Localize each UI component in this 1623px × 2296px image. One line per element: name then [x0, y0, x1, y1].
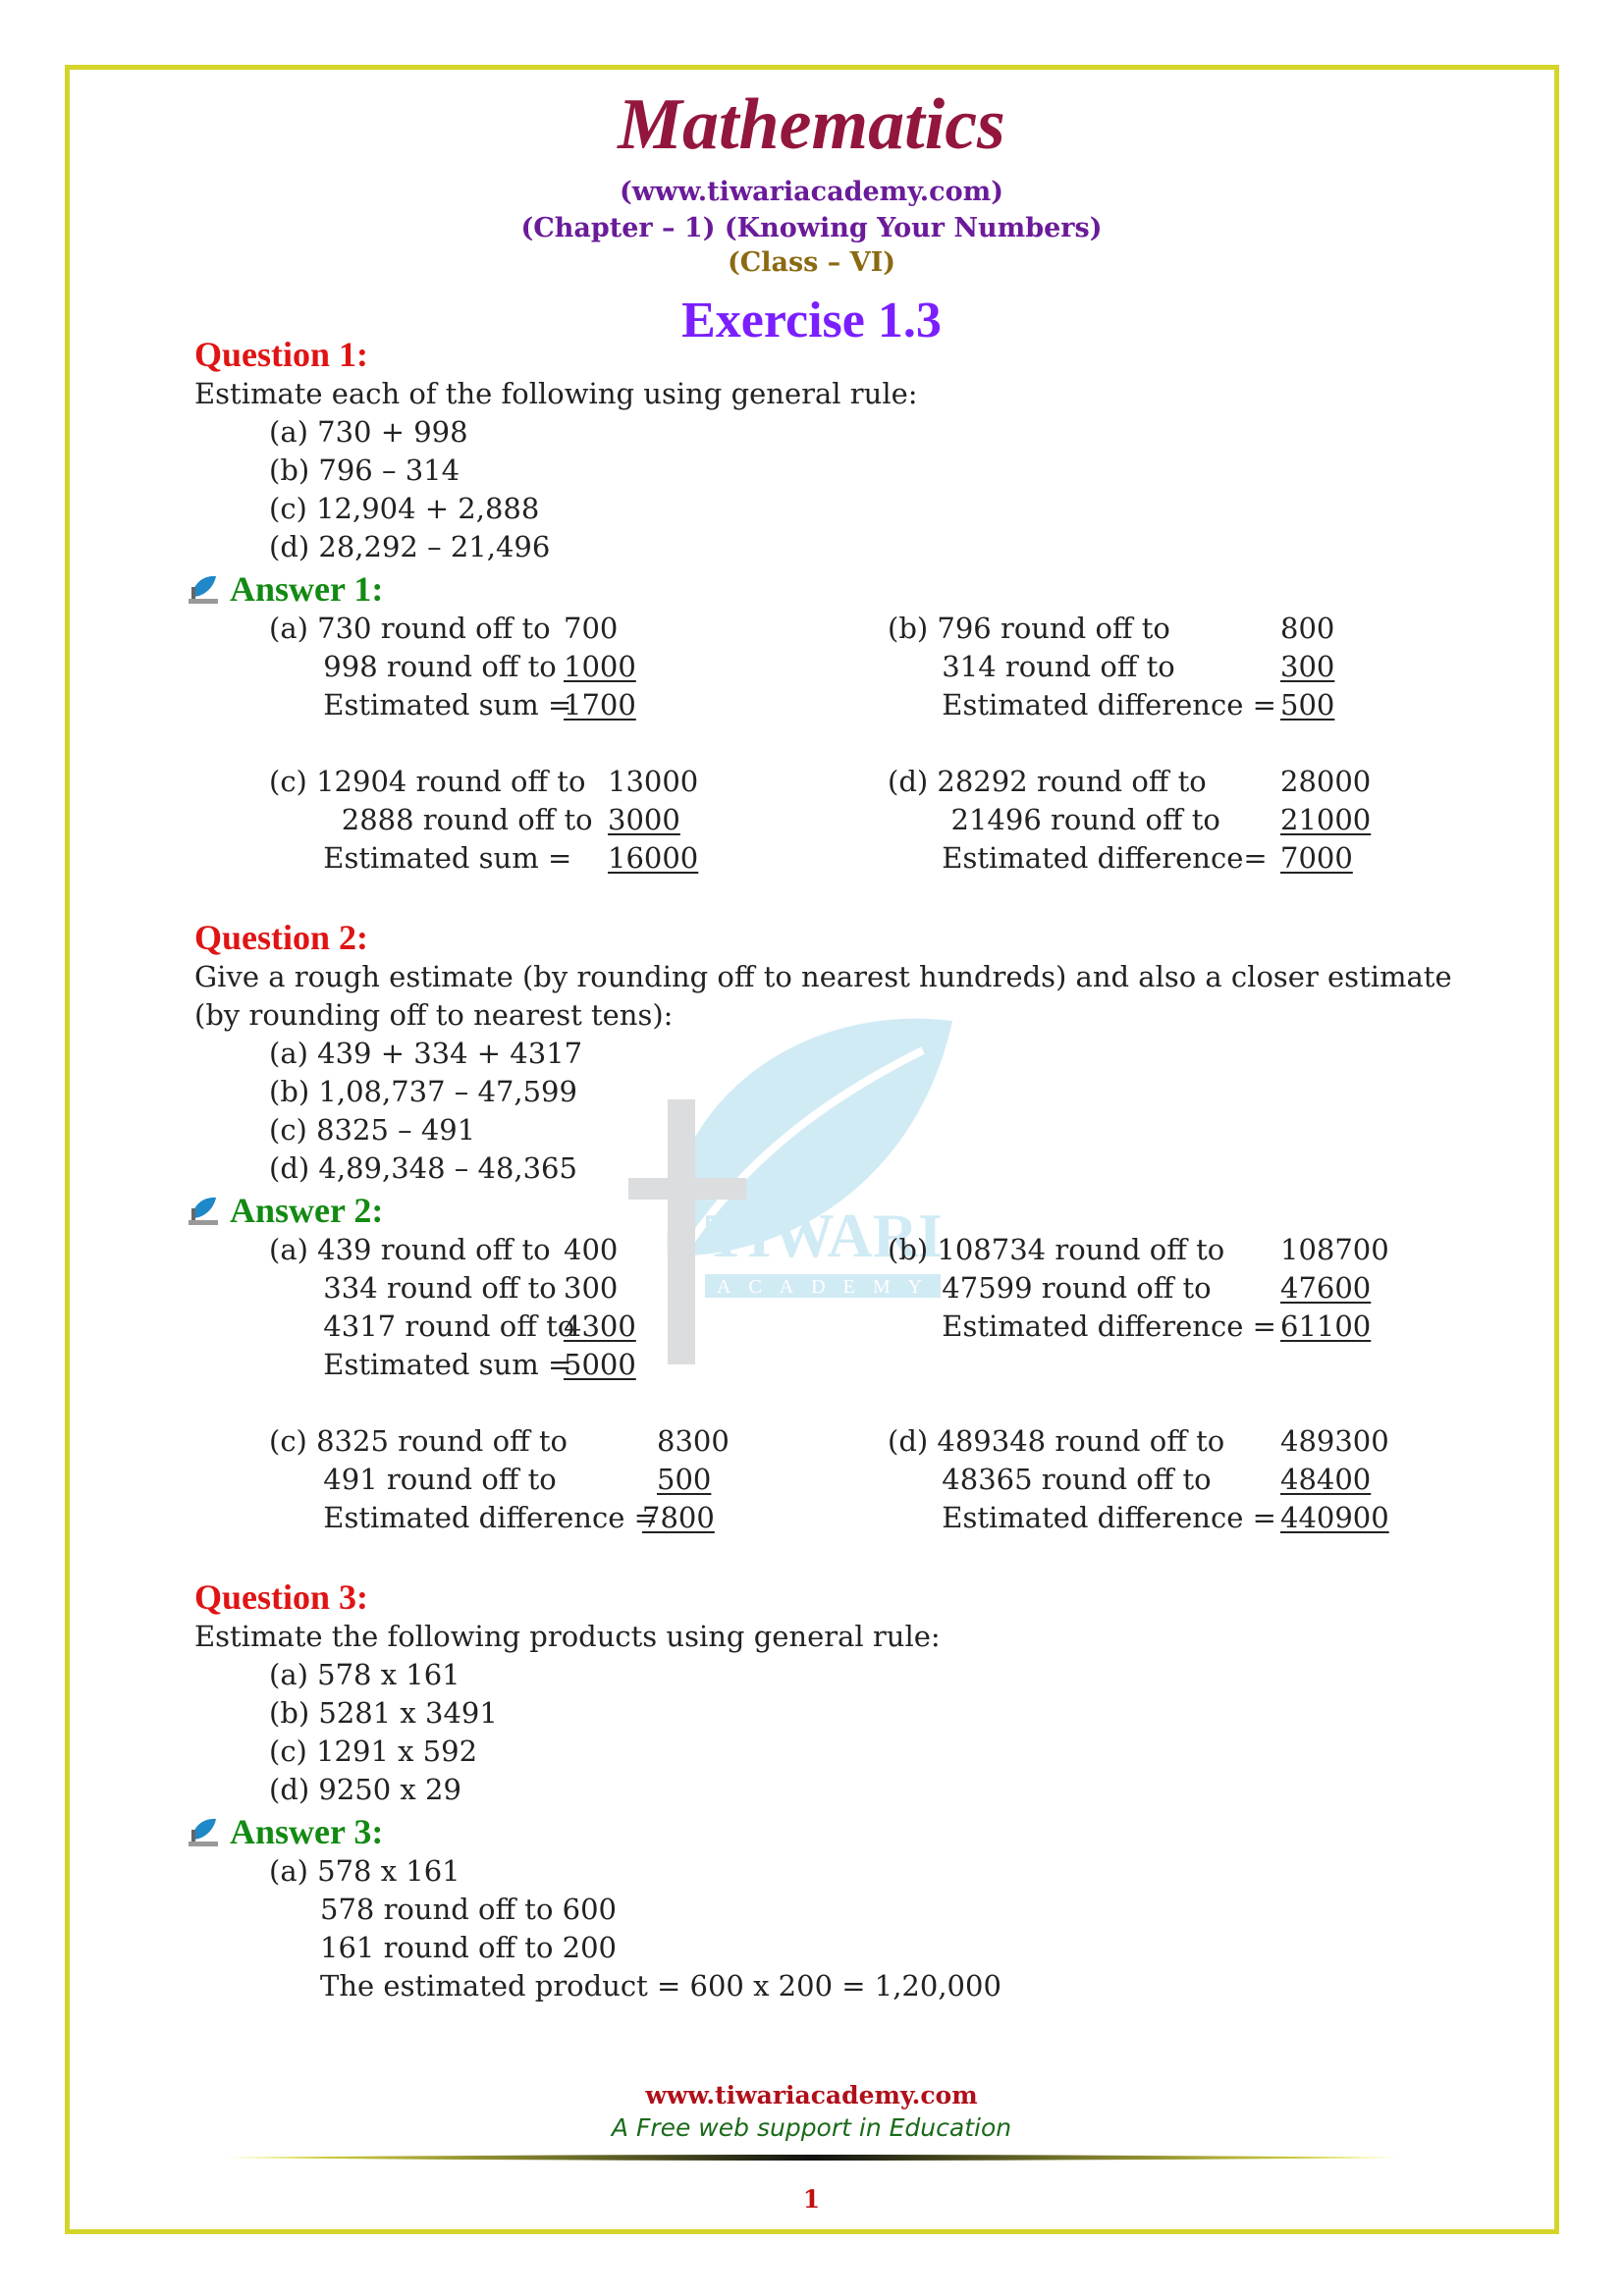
answer-1c [269, 763, 888, 878]
header-website: (www.tiwariacademy.com) [620, 177, 1003, 207]
question-3-prompt: Estimate the following products using general rule: [194, 1620, 941, 1653]
answer-label: 334 round off to [269, 1271, 557, 1305]
answer-2-label: Answer 2: [230, 1191, 384, 1230]
answer-2c [269, 1422, 888, 1537]
answer-2d [888, 1422, 1496, 1537]
answer-3-line: The estimated product = 600 x 200 = 1,20,000 [320, 1969, 1001, 2002]
answer-value: 47600 [1280, 1271, 1372, 1305]
answer-label: Estimated sum = [269, 841, 572, 875]
answer-value: 700 [564, 612, 619, 645]
question-2-item: (a) 439 + 334 + 4317 [269, 1037, 583, 1070]
answer-label: Estimated difference = [269, 1501, 658, 1534]
answer-label: Estimated difference= [888, 841, 1268, 875]
answer-value: 3000 [608, 803, 680, 836]
answer-label: Estimated difference = [888, 1309, 1276, 1343]
answer-label: 314 round off to [888, 650, 1175, 683]
answer-2-grid [194, 1231, 1471, 1537]
answer-value: 5000 [564, 1348, 636, 1381]
answer-1-heading [194, 568, 1471, 610]
question-2-heading: Question 2: [194, 918, 369, 957]
answer-label: (c) 8325 round off to [269, 1424, 568, 1458]
answer-value: 300 [564, 1271, 619, 1305]
answer-value: 800 [1280, 612, 1335, 645]
page-header [0, 79, 1623, 349]
watermark-word: TIWARI [705, 1201, 943, 1270]
footer-tagline: A Free web support in Education [611, 2113, 1012, 2142]
footer-divider [223, 2154, 1401, 2162]
answer-value: 4300 [564, 1309, 636, 1343]
header-class: (Class – VI) [727, 247, 896, 278]
answer-value: 1700 [564, 688, 636, 721]
answer-1-grid [194, 610, 1471, 878]
answer-label: (a) 439 round off to [269, 1233, 551, 1266]
answer-value: 7800 [642, 1501, 715, 1534]
question-3-item: (d) 9250 x 29 [269, 1773, 461, 1806]
answer-value: 16000 [608, 841, 699, 875]
answer-value: 13000 [608, 765, 699, 798]
answer-label: Estimated difference = [888, 688, 1276, 721]
question-3-item: (c) 1291 x 592 [269, 1735, 478, 1768]
answer-label: (b) 796 round off to [888, 612, 1170, 645]
header-chapter: (Chapter – 1) (Knowing Your Numbers) [520, 213, 1103, 243]
answer-3-label: Answer 3: [230, 1812, 384, 1851]
answer-label: 48365 round off to [888, 1463, 1212, 1496]
tiwari-leaf-icon [189, 1195, 218, 1226]
answer-3-line: 578 round off to 600 [320, 1893, 617, 1926]
answer-value: 8300 [657, 1424, 730, 1458]
answer-label: (a) 730 round off to [269, 612, 551, 645]
answer-label: 998 round off to [269, 650, 557, 683]
page-title: Mathematics [618, 84, 1005, 165]
answer-3-body [194, 1852, 1471, 2005]
answer-value: 61100 [1280, 1309, 1372, 1343]
answer-value: 300 [1280, 650, 1335, 683]
answer-value: 500 [657, 1463, 712, 1496]
answer-1d [888, 763, 1496, 878]
page-footer [0, 2081, 1623, 2214]
question-1-item: (b) 796 – 314 [269, 454, 460, 487]
answer-label: Estimated difference = [888, 1501, 1276, 1534]
answer-value: 7000 [1280, 841, 1353, 875]
answer-value: 440900 [1280, 1501, 1389, 1534]
answer-1a [269, 610, 888, 724]
answer-label: 2888 round off to [269, 803, 593, 836]
answer-label: (c) 12904 round off to [269, 765, 586, 798]
question-2-prompt: Give a rough estimate (by rounding off to nearest hundreds) and also a closer estimate (by rounding off to nearest tens): [194, 960, 1452, 1032]
answer-2a [269, 1231, 888, 1384]
tiwari-leaf-icon [189, 573, 218, 605]
answer-3-line: (a) 578 x 161 [269, 1854, 460, 1888]
answer-1b [888, 610, 1496, 724]
question-3-heading: Question 3: [194, 1577, 369, 1617]
question-1-item: (d) 28,292 – 21,496 [269, 530, 551, 563]
answer-value: 1000 [564, 650, 636, 683]
answer-label: (b) 108734 round off to [888, 1233, 1225, 1266]
answer-value: 21000 [1280, 803, 1372, 836]
answer-label: 4317 round off to [269, 1309, 575, 1343]
answer-value: 400 [564, 1233, 619, 1266]
answer-label: Estimated sum = [269, 688, 572, 721]
answer-label: (d) 28292 round off to [888, 765, 1207, 798]
question-1-item: (a) 730 + 998 [269, 415, 468, 449]
page-number: 1 [802, 2185, 821, 2214]
question-2-item: (d) 4,89,348 – 48,365 [269, 1151, 577, 1185]
question-3-item: (a) 578 x 161 [269, 1658, 460, 1691]
answer-2-heading [194, 1190, 1471, 1231]
answer-value: 28000 [1280, 765, 1372, 798]
question-2-item: (b) 1,08,737 – 47,599 [269, 1075, 577, 1108]
answer-1-label: Answer 1: [230, 569, 384, 609]
footer-website: www.tiwariacademy.com [645, 2081, 978, 2109]
answer-3-heading [194, 1811, 1471, 1852]
exercise-content [194, 334, 1471, 2005]
question-3-item: (b) 5281 x 3491 [269, 1696, 498, 1730]
answer-label: 491 round off to [269, 1463, 557, 1496]
answer-label: (d) 489348 round off to [888, 1424, 1225, 1458]
tiwari-leaf-icon [189, 1816, 218, 1847]
answer-value: 489300 [1280, 1424, 1389, 1458]
answer-label: Estimated sum = [269, 1348, 572, 1381]
answer-value: 108700 [1280, 1233, 1389, 1266]
question-1-item: (c) 12,904 + 2,888 [269, 492, 540, 525]
answer-3-line: 161 round off to 200 [320, 1931, 617, 1964]
answer-label: 47599 round off to [888, 1271, 1212, 1305]
answer-value: 500 [1280, 688, 1335, 721]
answer-value: 48400 [1280, 1463, 1372, 1496]
question-2-item: (c) 8325 – 491 [269, 1113, 476, 1147]
answer-2b [888, 1231, 1496, 1384]
answer-label: 21496 round off to [888, 803, 1220, 836]
question-1-prompt: Estimate each of the following using general rule: [194, 377, 918, 410]
watermark-sub: ACADEMY [717, 1276, 941, 1298]
question-1-heading: Question 1: [194, 335, 369, 374]
exercise-title: Exercise 1.3 [681, 293, 942, 348]
